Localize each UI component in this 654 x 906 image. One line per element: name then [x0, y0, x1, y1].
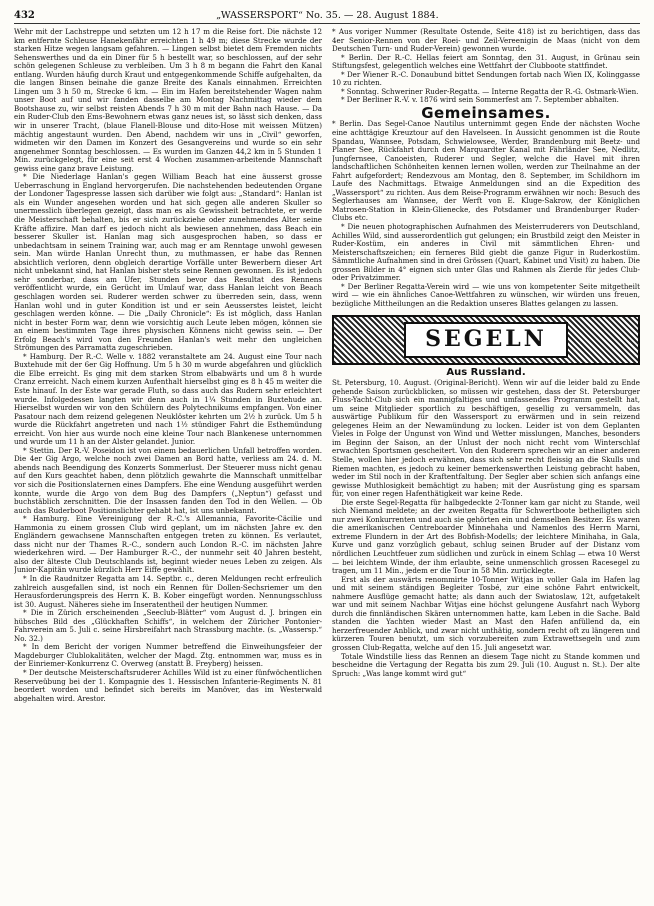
left-column-paragraph: * Hamburg. Eine Vereinigung der R.-C.'s Allemannia, Favorite-Cäcilie und Hammonia zu einem grossen Club wird geplant, um im nächsten Jahre ev. den Engländern gewachsene Mannschaften entgegen treten zu können. Es verlautet, dass nicht nur der Thames R.-C., sondern auch London R.-C. im nächsten Jahre wiederkehren wird. — Der Hamburger R.-C., der nunmehr seit 40 Jahren besteht, also der älteste Club Deutschlands ist, beginnt wieder neues Leben zu zeigen. Als Junior-Kapitän wurde kürzlich Herr Eiffe gewählt. — [14, 514, 322, 575]
right-column-top-paragraph: * Sonntag. Schweriner Ruder-Regatta. — Interne Regatta der R.-G. Ostmark-Wien. — [341, 86, 639, 96]
segeln-paragraphs-paragraph: Die erste Segel-Regatta für halbgedeckte 2-Tonner kam gar nicht zu Stande, weil sich Niemand meldete; an der zweiten Regatta für Schwertboote betheiligten sich nur zwei Konkurrenten und auch sie gehörten ein und demselben Besitzer. Es waren die amerikanischen Centreboarder Minnehaha und Namenlos des Herrn Marni, extreme Flundern in der Art des Bobfish-Modells; der leichtere Minihaha, in Gala, Kurve und ganz vorzüglich gebaut, schlug seinen Bruder auf der Distanz vom nördlichen Leuchtfeuer zum südlichen und zurück in einem Schlag — etwa 10 Werst — bei leichtem Winde, der ihm erlaubte, seine unmenschlich grossen Racesegel zu tragen, um 11 Min., jedem er die Tour in 58 Min. zurücklegte. — [332, 497, 640, 576]
left-column-paragraph: * In dem Bericht der vorigen Nummer betreffend die Einweihungsfeier der Magdeburger Clublokalitäten, welcher der Magd. Ztg. entnommen war, muss es in der Einriemer-Konkurrenz C. Overweg (anstatt B. Freyberg) heissen. — [14, 642, 322, 669]
gemeinsames-section — [332, 120, 640, 308]
segeln-banner — [332, 315, 640, 365]
right-column — [332, 28, 640, 906]
gemeinsames-paragraphs-paragraph: * Die neuen photographischen Aufnahmen des Meisterruderers von Deutschland, Achilles Wild, sind ausserordentlich gut gelungen; ein Brustbild zeigt den Meister in Ruder-Kostüm, ein anderes in Civil mit sämmtlichen Ehren- und Meisterschaftszeichen; ein ferneres Bild giebt die ganze Figur in Ruderkostüm. Sämmtliche Aufnahmen sind in drei Grössen (Quart, Kabinet und Visit) zu haben. Die grossen Bilder in 4° eignen sich unter Glas und Rahmen als Zierde für jedes Club- oder Privatzimmer. — [332, 222, 640, 283]
right-column-top-paragraph: * Aus voriger Nummer (Resultate Ostende, Seite 418) ist zu berichtigen, dass das 4er Senior-Rennen von der Roei- und Zeil-Vereenigin de Maas (nicht von dem Deutschen Turn- und Ruder-Verein) gewonnen wurde. — [332, 28, 640, 54]
right-column-top-paragraph: * Berlin. Der R.-C. Hellas feiert am Sonntag, den 31. August, in Grünau sein Stiftungsfest, gelegentlich welches eine Wettfahrt der Clubboote stattfindet. — [332, 52, 640, 71]
right-column-notices — [332, 28, 640, 105]
left-column-paragraph: * In die Raudnitzer Regatta am 14. Septbr. c., deren Meldungen recht erfreulich zahlreich ausgefallen sind, ist noch ein Rennen für Dollen-Sechsriemer um den Herausforderungspreis des Herrn K. B. Kober eingefügt worden. Nennungsschluss ist 30. August. Näheres siehe im Inseratentheil der heutigen Nummer. — [14, 574, 322, 609]
segeln-paragraphs-paragraph: St. Petersburg, 10. August. (Original-Bericht). Wenn wir auf die leider bald zu Ende gehende Saison zurückblicken, so müssen wir gestehen, dass der St. Petersburger Fluss-Yacht-Club sich ein mannigfaltiges und umfassendes Programm gestellt hat, um seine Mitglieder sportlich zu beschäftigen, gesellig zu versammeln, das auswärtige Publikum für den Wassersport zu erwärmen und in sein reizend gelegenes Heim an der Newamündung zu locken. Leider ist von dem Geplanten Vieles in Folge der Ungunst von Wind und Wetter misslungen, Manches, besonders im Beginn der Saison, an der Unlust der noch nicht recht vom Winterschlaf erwachten Sportsmen gescheitert. Von den Ruderern sprechen wir an einer anderen Stelle, wollen hier jedoch erwähnen, dass sich sehr recht fleissig an die Skulls und Riemen machten, es jedoch zu keiner bemerkenswerthen Leistung gebracht haben, weder im Stil noch in der Kraftentfaltung. Der Segler aber schien sich anfangs eine gewisse Muthlosigkeit bemächtigt zu haben; mit der Ausrüstung ging es sparsam für, von einer regen Hafenthätigkeit war keine Rede. — [332, 378, 640, 499]
right-column-top-paragraph: * Der Wiener R.-C. Donaubund bittet Sendungen fortab nach Wien IX, Kolinggasse 10 zu richten. — [332, 69, 640, 88]
left-column-paragraph: Wehr mit der Lachstreppe und setzten um 12 h 17 m die Reise fort. Die nächste 12 km entfernte Schleuse Hanekenfähr erreichten 1 h 49 m; diese Strecke wurde der starken Hitze wegen langsam gefahren. — Lingen selbst bietet dem Fremden nichts Sehenswerthes und da ein Diner für 5 h bestellt war, so beschlossen, auf der sehr schön gelegenen Schleuse zu verbleiben. Um 3 h 8 m begann die Fahrt den Kanal entlang. Wurden häufig durch Kraut und entgegenkommende Schiffe aufgehalten, da die langen Binsen beinahe die ganze Breite des Kanals einnahmen. Erreichten Lingen um 3 h 50 m, Strecke 6 km. — Ein im Hafen bereitstehender Wagen nahm unser Boot auf und wir fanden dasselbe am Montag Nachmittag wieder dem Bootshause zu, wir selbst reisten Abends 7 h 30 m mit der Bahn nach Hause. — Da ein Ruder-Club den Ems-Bewohnern etwas ganz neues ist, so lässt sich denken, dass wir in unserer Tracht, (blaue Flanell-Blouse und dito-Hose mit weissen Mützen) mächtig angestaunt wurden. Den Abend, nachdem wir uns in „Civil“ geworfen, widmeten wir den Damen im Konzert des Gesangvereins und wurde so ein sehr angenehmer Sonntag beschlossen. — Es wurden im Ganzen 44,2 km in 5 Stunden 1 Min. zurückgelegt, für eine seit erst 4 Wochen zusammen-arbeitende Mannschaft gewiss eine ganz brave Leistung. — [14, 28, 322, 173]
gemeinsames-paragraphs-paragraph: * Berlin. Das Segel-Canoe Nautilus unternimmt gegen Ende der nächsten Woche eine achttägige Kreuztour auf den Havelseen. In Aussicht genommen ist die Route Spandau, Wannsee, Potsdam, Schwielowsee, Werder, Brandenburg mit Beetz- und Planer See, Rückfahrt durch den Marquardter Kanal mit Fährländer See, Nedlitz, Jungfernsee, Canoeisten, Ruderer und Segler, welche die Havel mit ihren landschaftlichen Schönheiten kennen lernen wollen, werden zur Theilnahme an der Fahrt aufgefordert; Rendezvous am Montag, den 8. September, im Schildhorn im Laufe des Nachmittags. Etwaige Anmeldungen sind an die Expedition des „Wassersport“ zu richten. Aus dem Reise-Programm erwähnen wir noch: Besuch des Seglerhauses am Wannsee, der Werft von E. Kluge-Sakrow, der Königlichen Matrosen-Station in Klein-Glienecke, des Potsdamer und Brandenburger Ruder-Clubs etc. — [332, 119, 640, 223]
right-column-top-paragraph: * Der Berliner R.-V. v. 1876 wird sein Sommerfest am 7. September abhalten. — [341, 95, 619, 105]
left-column-paragraph: * Stettin. Der R.-V. Poseidon ist von einem bedauerlichen Unfall betroffen worden. Die 4er Gig Argo, welche noch zwei Damen an Bord hatte, verliess am 24. d. M. abends nach Beendigung des Konzerts Sommerlust. Der Steuerer muss nicht genau auf den Kurs geachtet haben, denn plötzlich gewahrte die Mannschaft unmittelbar vor sich die Positionslaternen eines Dampfers. Ehe eine Wendung ausgeführt werden konnte, wurde die Argo von dem Bug des Dampfers („Neptun“) gefasst und buchstäblich zerschnitten. Die der Insassen fanden den Tod in den Wellen. — Ob auch das Ruderboot Positionslichter gehabt hat, ist uns unbekannt. — [14, 445, 322, 515]
page-header-title: „WASSERSPORT“ No. 35. — 28. August 1884. — [216, 10, 439, 21]
left-column-paragraph: * Der deutsche Meisterschaftsruderer Achilles Wild ist zu einer fünfwöchentlichen Reserveübung bei der 1. Kompagnie des 1. Hessischen Infanterie-Regiments N. 81 beordert worden und befindet sich bereits im Manöver, das im Westerwald abgehalten wird. Arestor. — [14, 668, 322, 703]
left-column — [14, 28, 322, 906]
segeln-section — [332, 379, 640, 678]
segeln-banner-text: SEGELN — [425, 326, 547, 353]
left-column-paragraph: * Hamburg. Der R.-C. Welle v. 1882 veranstaltete am 24. August eine Tour nach Buxtehude mit der 6er Gig Hoffnung. Um 5 h 30 m wurde abgefahren und glücklich die Elbe erreicht. Es ging mit dem starken Strom elbabwärts und um 8 h wurde Cranz erreicht. Nach einem kurzen Aufenthalt hierselbst ging es 8 h 45 m weiter die Este hinauf. In der Este war gerade Fluth, so dass auch das Rudern sehr erleichtert wurde. Infolgedessen langten wir denn auch in 1¼ Stunden in Buxtehude an. Hierselbst wurden wir von den Schülern des Polytechnikums empfangen. Von einer Pasatour nach dem reizend gelegenen Neuklöster kehrten um 2½ h zurück. Um 5 h wurde die Rückfahrt angetreten und nach 1½ stündiger Fahrt die Esthemündung erreicht. Von hier aus wurde noch eine kleine Tour nach Blankenese unternommen und wurde um 11 h an der Alster gelandet. Junior. — [14, 351, 322, 447]
page-number: 432 — [14, 10, 35, 21]
gemeinsames-paragraphs-paragraph: * Der Berliner Regatta-Verein wird — wie uns von kompetenter Seite mitgetheilt wird — wie ein ähnliches Canoe-Wettfahren zu wünschen, wir würden uns freuen, bezügliche Mittheilungen an die Redaktion unseres Blattes gelangen zu lassen. — [332, 281, 640, 308]
page-header — [14, 10, 640, 24]
segeln-paragraphs-paragraph: Totale Windstille liess das Rennen an diesem Tage nicht zu Stande kommen und bescheidne die Vertagung der Regatta bis zum 29. Juli (10. August n. St.). Der alte Spruch: „Was lange kommt wird gut“ — [332, 651, 640, 678]
segeln-banner-label-box — [404, 322, 568, 358]
left-column-paragraph: * Die Niederlage Hanlan's gegen William Beach hat eine äusserst grosse Ueberraschung in England hervorgerufen. Die nachstehenden bedeutenden Organe der Londoner Tagespresse lassen sich darüber wie folgt aus: „Standard“: Hanlan ist als ein Wunder angesehen worden und hat sich gegen alle anderen Skuller so unermesslich überlegen gezeigt, dass man es als Gewissheit betrachtete, er werde die Meisterschaft behalten, bis er sich zurückziehe oder zunehmendes Alter seine Kräfte affizire. Man darf es jedoch nicht als bewiesen annehmen, dass Beach ein besserer Skuller ist. Hanlan mag sich ausgesprochen haben, so dass er unbedachtsam in seinem Training war, auch mag er am Renntage unwohl gewesen sein. Man würde Hanlan Unrecht thun, zu muthmassen, er habe das Rennen absichtlich verloren, denn obgleich derartige Vorfälle unter Bewerbern dieser Art nicht unbekannt sind, hat Hanlan bisher stets seine Rennen gewonnen. Es ist jedoch sehr sonderbar, dass am Ufer, Stunden bevor das Resultat des Rennens veröffentlicht wurde, ein Gerücht im Umlauf war, dass Hanlan leicht von Beach geschlagen worden sei. Ruderer werden schwer zu überreden sein, dass, wenn Hanlan wohl und in guter Kondition ist und er sein Aeusserstes leistet, leicht geschlagen werden könne. — Die „Daily Chronicle“: Es ist möglich, dass Hanlan nicht in bester Form war, denn wie vorsichtig auch Leute leben mögen, können sie an einem bestimmten Tage ihres physischen Könnens nicht gewiss sein. — Der Erfolg Beach's wird von den Freunden Hanlan's weit mehr den ungleichen Strömungen des Parramatta zugeschrieben. — [14, 172, 322, 353]
columns — [14, 28, 640, 906]
left-column-paragraph: * Die in Zürich erscheinenden „Seeclub-Blätter“ vom August d. J. bringen ein hübsches Bild des „Glückhaften Schiffs“, in welchem der Züricher Pontonier-Fahrverein am 5. Juli c. seine Hirsbreifahrt nach Strassburg machte. (s. „Wassersp.“ No. 32.) — [14, 608, 322, 643]
segeln-paragraphs-paragraph: Erst als der auswärts renommirte 10-Tonner Witjas in voller Gala im Hafen lag und mit seinem ständigen Begleiter Tosbé, zur eine schöne Fahrt entwickelt, nahmere Ausflüge gemacht hatte; als dann auch der Swiatoslaw, 12t, aufgetakelt war und mit seinem Nachbar Witjas eine höchst gelungene Ausfahrt nach Wyborg durch die finnländischen Skären unternommen hatte, kam Leben in die Sache. Bald standen die Yachten wieder Mast an Mast den Hafen anfüllend da, ein herzerfreuender Anblick, und zwar nicht unthätig, sondern recht oft zu längeren und kürzeren Touren benutzt, um sich vorzubereiten zum Extrawettsegeln und zum grossen Club-Regatta, welche auf den 15. Juli angesetzt war. — [332, 574, 640, 652]
section-title-gemeinsames: Gemeinsames. — [421, 103, 551, 122]
segeln-subtitle: Aus Russland. — [446, 366, 526, 378]
